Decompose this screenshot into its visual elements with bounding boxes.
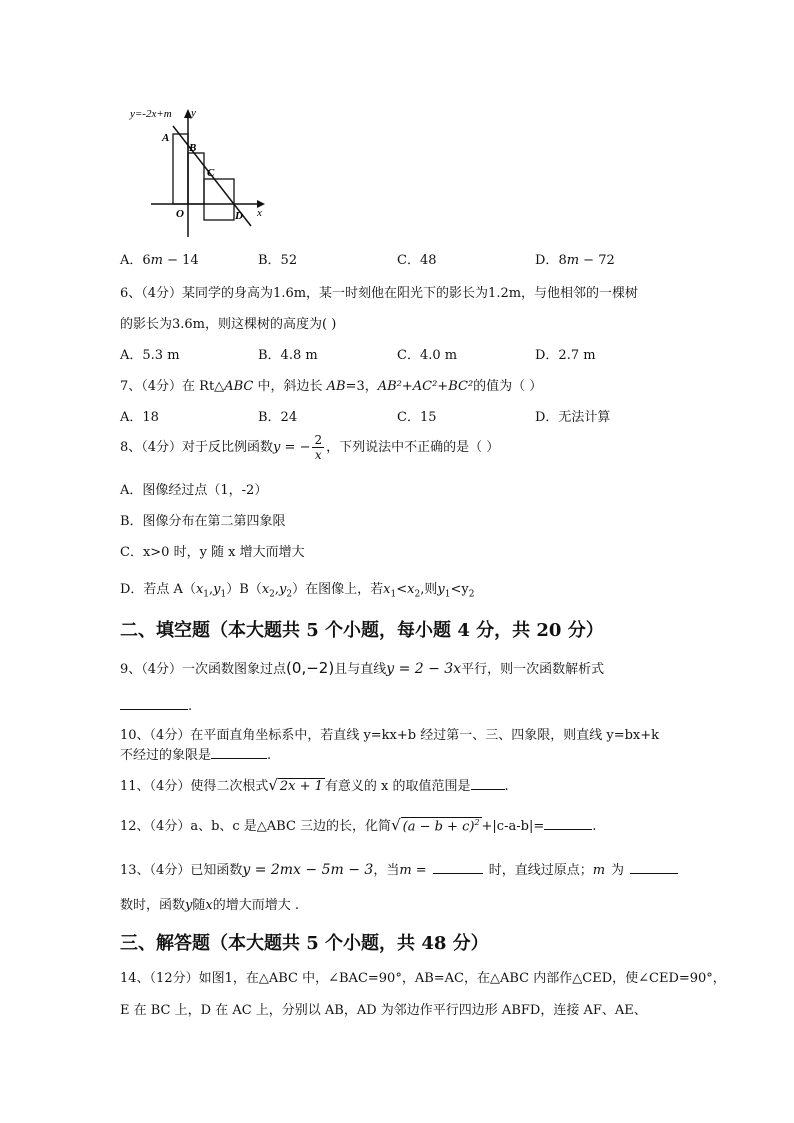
q10-line2: 不经过的象限是 . <box>120 744 271 763</box>
origin-label: O <box>176 208 184 220</box>
q13-answer-blank-2[interactable] <box>630 859 678 874</box>
q13-line1: 13、（4分）已知函数y = 2mx − 5m − 3，当m = 时，直线过原点；m 为 <box>120 859 678 878</box>
q5-option-b: B．52 <box>258 253 298 268</box>
q10-line1: 10、（4分）在平面直角坐标系中，若直线 y=kx+b 经过第一、三、四象限，则直线 y=bx+k <box>120 728 660 743</box>
point-a-label: A <box>162 132 170 144</box>
q6-line1: 6、（4分）某同学的身高为1.6m，某一时刻他在阳光下的影长为1.2m，与他相邻的一棵树 <box>120 286 639 301</box>
q11-question: 11、（4分）使得二次根式√ 2x + 1 有意义的 x 的取值范围是 . <box>120 776 509 794</box>
q7-option-b: B．24 <box>258 410 298 425</box>
q10-answer-blank[interactable] <box>211 744 267 759</box>
q8-option-d: D．若点 $A(x_1,y_1)B(x_2,y_2)$在图像上，若$x_1<x_2$,则$y_1<y_2$ <box>120 582 475 600</box>
q8-option-c: C．x>0 时，y 随 x 增大而增大 <box>120 545 305 560</box>
rectangle-a <box>173 134 188 204</box>
figure-svg <box>125 100 275 245</box>
q7-option-a: A．18 <box>120 410 159 425</box>
q6-option-d: D．2.7 m <box>535 348 596 363</box>
q11-answer-blank[interactable] <box>471 775 505 790</box>
q6-option-c: C．4.0 m <box>397 348 458 363</box>
x-axis-label: x <box>257 207 262 219</box>
q6-option-a: A．5.3 m <box>120 348 180 363</box>
point-b-label: B <box>189 142 197 154</box>
point-c-label: C <box>207 167 215 179</box>
q12-answer-blank[interactable] <box>544 815 592 830</box>
q14-line1: 14、（12分）如图1，在△ABC 中，∠BAC=90°，AB=AC，在△ABC 内部作△CED，使∠CED=90°， <box>120 971 726 986</box>
line-label: y=-2x+m <box>130 108 172 120</box>
q13-line2: 数时，函数y随x的增大而增大 . <box>120 898 299 913</box>
q5-option-c: C．48 <box>397 253 437 268</box>
fraction: $\frac{2}{x}$ <box>314 433 323 462</box>
rectangle-b <box>188 153 204 204</box>
q8-question: 8、（4分）对于反比例函数y = − $\frac{2}{x}$ ，下列说法中不正确的是（ ） <box>120 433 500 462</box>
q5-option-d: D．8m − 72 <box>535 253 615 268</box>
q7-option-c: C．15 <box>397 410 437 425</box>
q8-option-b: B．图像分布在第二第四象限 <box>120 514 286 529</box>
q7-option-d: D．无法计算 <box>535 410 611 425</box>
q8-option-a: A．图像经过点（1，-2） <box>120 483 268 498</box>
q6-line2: 的影长为3.6m，则这棵树的高度为( ) <box>120 317 337 332</box>
section-2-heading: 二、填空题（本大题共 5 个小题，每小题 4 分，共 20 分） <box>120 620 604 641</box>
q5-option-a: A．6m − 14 <box>120 253 199 268</box>
q12-question: 12、（4分）a、b、c 是△ABC 三边的长，化简√ $(a - b + c)^2 +|c-a-b|=$ . <box>120 816 597 834</box>
q6-option-b: B．4.8 m <box>258 348 318 363</box>
point-d-label: D <box>235 210 243 222</box>
q13-answer-blank-1[interactable] <box>433 859 483 874</box>
coordinate-figure <box>125 100 275 245</box>
q9-answer-blank[interactable]: . <box>120 695 192 714</box>
q7-question: 7、（4分）在 Rt△ABC 中，斜边长 AB=3，AB²+AC²+BC²的值为（ ） <box>120 379 543 394</box>
q9-question: 9、（4分）一次函数图象过点(0,−2)且与直线y = 2 − 3x平行，则一次函数解析式 <box>120 659 605 677</box>
q14-line2: E 在 BC 上，D 在 AC 上，分别以 AB，AD 为邻边作平行四边形 ABFD，连接 AF、AE、 <box>120 1003 647 1018</box>
y-axis-label: y <box>191 107 196 119</box>
section-3-heading: 三、解答题（本大题共 5 个小题，共 48 分） <box>120 933 489 954</box>
